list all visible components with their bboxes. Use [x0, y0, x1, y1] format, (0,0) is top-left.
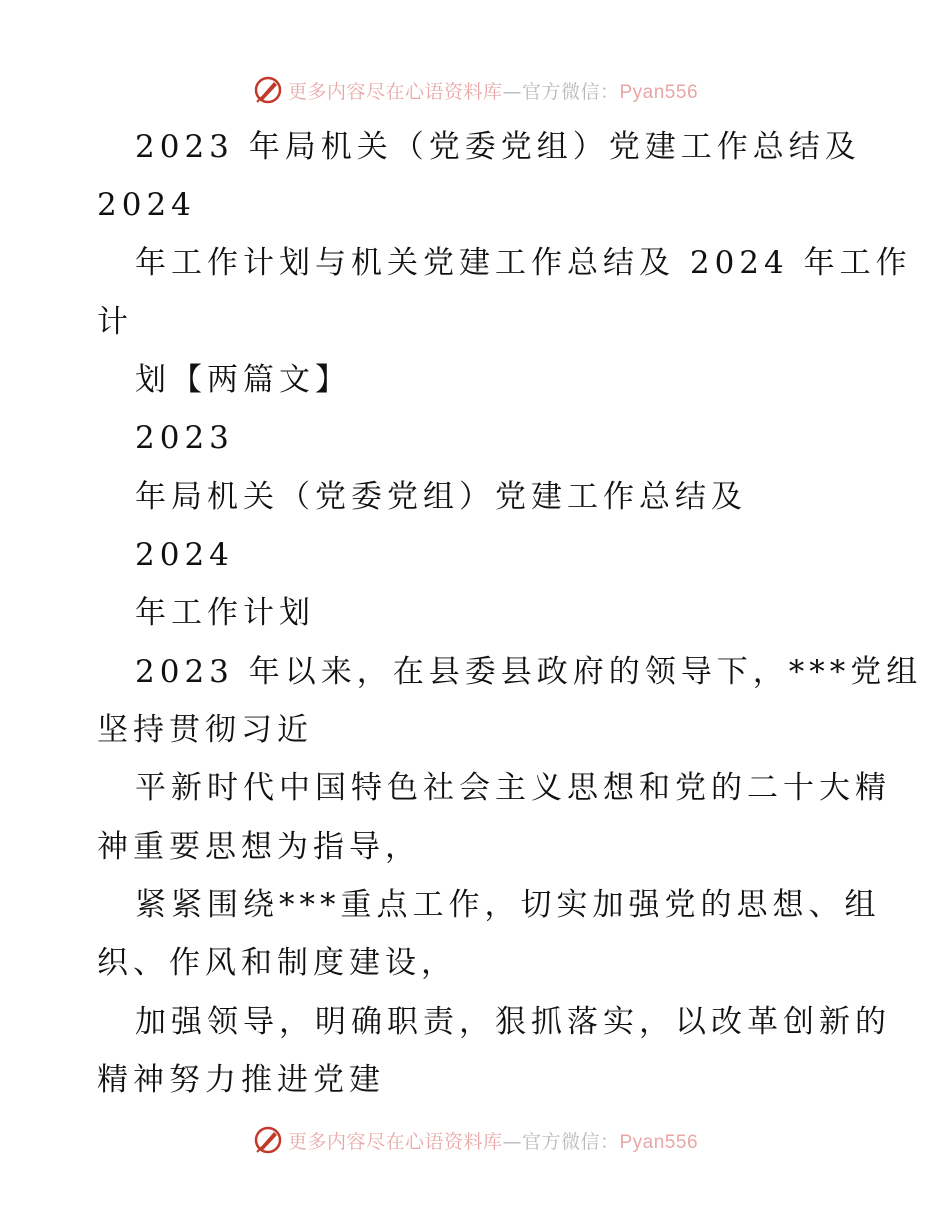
paragraph-line: 神重要思想为指导，	[97, 829, 421, 865]
section-title-line-2: 年局机关（党委党组）党建工作总结及	[135, 479, 747, 515]
watermark-official: 官方微信：	[521, 1130, 620, 1153]
paragraph-line: 织、作风和制度建设，	[97, 945, 457, 981]
doc-title-line-3: 年工作计划与机关党建工作总结及 2024 年工作	[135, 245, 912, 281]
section-title-line-1: 2023	[135, 420, 234, 456]
footer-watermark	[0, 1120, 950, 1160]
watermark-text	[288, 1127, 698, 1154]
watermark-official: 官方微信：	[521, 80, 620, 103]
paragraph-line: 加强领导，明确职责，狠抓落实，以改革创新的	[135, 1004, 891, 1040]
doc-title-line-4: 计	[97, 304, 133, 340]
watermark-dash: —	[502, 80, 522, 103]
section-title-line-3: 2024	[135, 537, 234, 573]
watermark-site: 更多内容尽在心语资料库	[287, 1130, 503, 1153]
doc-title-line-2: 2024	[97, 187, 196, 223]
section-title-line-4: 年工作计划	[135, 595, 315, 631]
doc-title-line-5: 划【两篇文】	[135, 362, 351, 398]
doc-title-line-1: 2023 年局机关（党委党组）党建工作总结及	[135, 129, 861, 165]
watermark-id: Pyan556	[619, 1131, 699, 1153]
paragraph-line: 精神努力推进党建	[97, 1062, 385, 1098]
paragraph-line: 坚持贯彻习近	[97, 712, 313, 748]
paragraph-line: 平新时代中国特色社会主义思想和党的二十大精	[135, 770, 891, 806]
watermark-id: Pyan556	[619, 81, 699, 103]
quill-logo-icon	[252, 1124, 284, 1156]
watermark-dash: —	[502, 1130, 522, 1153]
watermark-site: 更多内容尽在心语资料库	[287, 80, 503, 103]
paragraph-line: 2023 年以来，在县委县政府的领导下，***党组	[135, 654, 923, 690]
paragraph-line: 紧紧围绕***重点工作，切实加强党的思想、组	[135, 887, 881, 923]
